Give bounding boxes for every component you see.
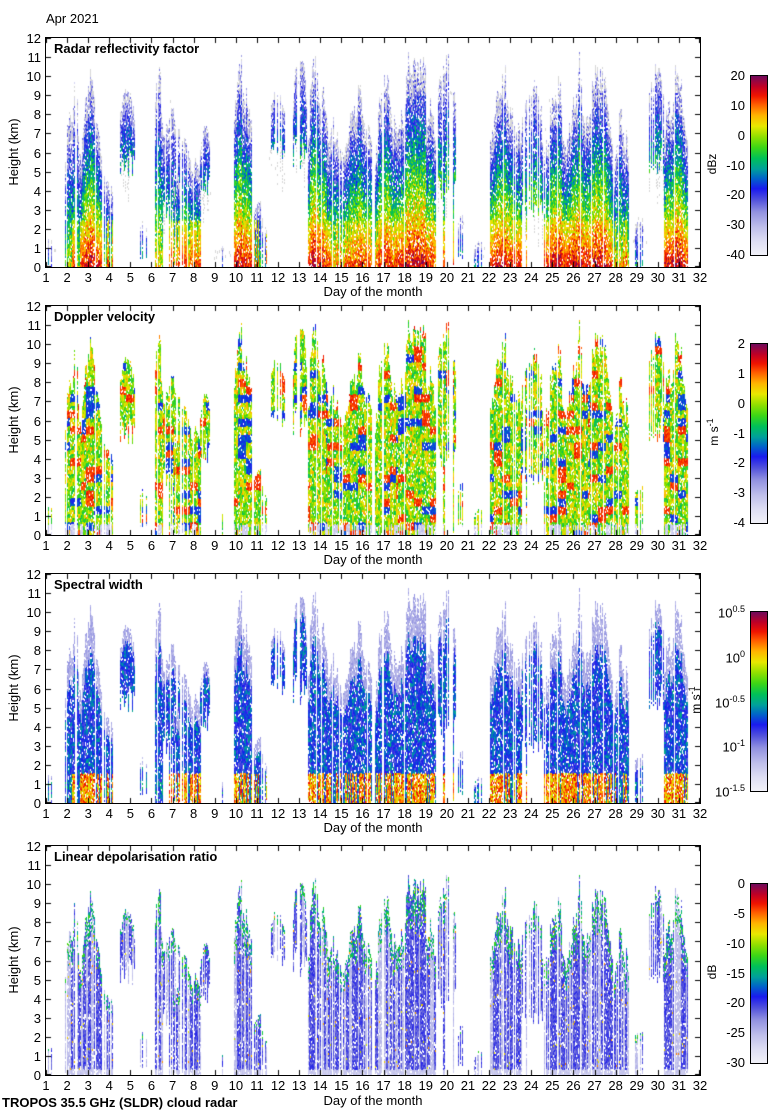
x-tick-label: 9 [211, 270, 219, 285]
y-tick-label: 9 [33, 88, 41, 104]
x-tick-label: 20 [439, 270, 455, 285]
y-tick-label: 12 [26, 31, 41, 46]
y-tick-label: 6 [33, 953, 41, 969]
x-tick-label: 6 [147, 270, 156, 285]
x-tick-label: 13 [291, 1078, 307, 1093]
x-tick-label: 5 [126, 538, 134, 553]
y-tick-label: 3 [33, 202, 41, 218]
y-tick-label: 11 [27, 50, 41, 66]
y-tick-label: 3 [33, 738, 41, 754]
y-tick-label: 0 [33, 260, 41, 275]
colorbar-tick-label: -30 [726, 1055, 745, 1070]
x-tick-label: 12 [270, 1078, 286, 1093]
x-tick-label: 7 [168, 806, 177, 821]
x-tick-label: 10 [228, 270, 244, 285]
x-tick-label: 17 [376, 1078, 391, 1093]
x-tick-label: 22 [481, 538, 497, 553]
x-tick-label: 12 [270, 270, 286, 285]
x-axis-label-1: Day of the month [323, 284, 423, 299]
y-tick-label: 2 [33, 221, 41, 237]
x-tick-label: 16 [355, 270, 370, 285]
x-tick-label: 12 [270, 806, 286, 821]
x-tick-label: 31 [671, 1078, 687, 1093]
x-tick-label: 13 [291, 806, 307, 821]
y-tick-label: 5 [33, 700, 41, 716]
colorbar-tick-label: -30 [726, 217, 745, 233]
colorbar-tick-label: -10 [726, 157, 745, 173]
x-tick-label: 28 [608, 270, 623, 285]
x-tick-label: 21 [460, 806, 476, 821]
panel-title-width: Spectral width [54, 577, 143, 592]
x-tick-label: 13 [291, 270, 307, 285]
colorbar-tick-label: -20 [726, 187, 745, 203]
colorbar-tick-label: -2 [733, 455, 745, 471]
y-tick-label: 9 [33, 356, 41, 372]
y-tick-label: 0 [33, 528, 41, 543]
x-axis-label-3: Day of the month [323, 820, 423, 835]
x-tick-label: 27 [587, 270, 602, 285]
colorbar-tick-label: -20 [726, 995, 745, 1011]
x-tick-label: 1 [42, 1078, 50, 1093]
panel-title-reflectivity: Radar reflectivity factor [54, 41, 200, 56]
x-tick-label: 29 [629, 806, 644, 821]
x-tick-label: 11 [250, 270, 264, 285]
x-tick-label: 3 [84, 1078, 92, 1093]
x-tick-label: 17 [376, 538, 391, 553]
y-tick-label: 2 [33, 489, 41, 505]
colorbar-tick-label: -25 [726, 1025, 745, 1041]
x-tick-label: 2 [63, 806, 71, 821]
y-tick-label: 10 [26, 69, 41, 85]
x-tick-label: 10 [228, 1078, 244, 1093]
colorbar-tick-label: -5 [733, 905, 745, 921]
x-tick-label: 19 [418, 1078, 433, 1093]
x-tick-label: 17 [376, 270, 391, 285]
colorbar-velocity [750, 343, 768, 524]
x-tick-label: 21 [460, 270, 476, 285]
x-tick-label: 3 [84, 270, 92, 285]
x-tick-label: 13 [291, 538, 307, 553]
colorbar-tick-label: $10^{-1}$ [722, 738, 745, 755]
y-tick-label: 0 [33, 1068, 41, 1083]
x-tick-label: 32 [692, 538, 708, 553]
x-tick-label: 29 [629, 270, 644, 285]
heatmap-canvas-width [46, 574, 703, 803]
y-tick-label: 5 [33, 164, 41, 180]
y-tick-label: 11 [27, 586, 41, 602]
x-tick-label: 21 [460, 538, 476, 553]
x-tick-label: 16 [355, 538, 370, 553]
x-tick-label: 5 [126, 270, 134, 285]
x-tick-label: 30 [650, 806, 666, 821]
x-tick-label: 22 [481, 1078, 497, 1093]
x-tick-label: 1 [42, 270, 50, 285]
colorbar-width [750, 611, 768, 792]
x-tick-label: 8 [190, 1078, 198, 1093]
x-tick-label: 14 [313, 1078, 328, 1093]
x-tick-label: 12 [270, 538, 286, 553]
x-tick-label: 15 [334, 806, 349, 821]
x-tick-label: 24 [523, 1078, 539, 1093]
colorbar-tick-label: 2 [737, 336, 745, 351]
x-tick-label: 1 [42, 538, 50, 553]
x-tick-label: 16 [355, 806, 370, 821]
y-axis-label-width: Height (km) [6, 654, 21, 722]
heatmap-canvas-velocity [46, 306, 700, 535]
y-axis-label-reflectivity: Height (km) [6, 118, 21, 186]
x-tick-label: 2 [63, 1078, 71, 1093]
x-tick-label: 16 [355, 1078, 370, 1093]
plot-doppler-velocity [45, 305, 701, 536]
x-tick-label: 25 [545, 806, 560, 821]
x-tick-label: 24 [523, 538, 539, 553]
colorbar-unit-width: m $s^{-1}$ [687, 686, 703, 714]
x-tick-label: 30 [650, 1078, 666, 1093]
x-tick-label: 7 [168, 270, 177, 285]
x-tick-label: 4 [105, 270, 113, 285]
x-tick-label: 9 [211, 1078, 219, 1093]
x-tick-label: 29 [629, 1078, 644, 1093]
y-tick-label: 1 [33, 240, 41, 256]
instrument-caption: TROPOS 35.5 GHz (SLDR) cloud radar [2, 1095, 238, 1110]
x-tick-label: 9 [211, 806, 219, 821]
x-tick-label: 18 [397, 1078, 412, 1093]
x-tick-label: 22 [481, 270, 497, 285]
x-tick-label: 4 [105, 538, 113, 553]
x-tick-label: 9 [211, 538, 219, 553]
x-tick-label: 23 [502, 1078, 518, 1093]
x-tick-label: 4 [105, 806, 113, 821]
x-tick-label: 24 [523, 270, 539, 285]
y-tick-label: 10 [26, 337, 41, 353]
x-tick-label: 18 [397, 806, 412, 821]
y-tick-label: 4 [33, 451, 41, 467]
colorbar-tick-label: 10 [730, 97, 745, 113]
x-tick-label: 21 [460, 1078, 476, 1093]
x-tick-label: 3 [84, 806, 92, 821]
x-tick-label: 15 [334, 538, 349, 553]
y-tick-label: 11 [27, 858, 41, 874]
x-tick-label: 11 [250, 538, 264, 553]
heatmap-canvas-reflectivity [46, 38, 700, 267]
colorbar-tick-label: $10^{-0.5}$ [715, 693, 745, 710]
colorbar-tick-label: 0 [737, 395, 745, 411]
colorbar-unit-velocity: m $s^{-1}$ [705, 418, 721, 446]
x-tick-label: 18 [397, 538, 412, 553]
y-tick-label: 7 [33, 934, 41, 950]
x-tick-label: 31 [671, 538, 687, 553]
x-tick-label: 8 [190, 806, 198, 821]
x-tick-label: 28 [608, 538, 623, 553]
y-tick-label: 7 [33, 126, 41, 142]
y-tick-label: 1 [33, 776, 41, 792]
y-tick-label: 2 [33, 1029, 41, 1045]
x-tick-label: 14 [313, 806, 328, 821]
x-tick-label: 32 [692, 270, 708, 285]
x-tick-label: 24 [523, 806, 539, 821]
y-tick-label: 4 [33, 183, 41, 199]
y-axis-label-ldr: Height (km) [6, 926, 21, 994]
y-tick-label: 9 [33, 624, 41, 640]
y-tick-label: 6 [33, 145, 41, 161]
x-tick-label: 28 [608, 806, 623, 821]
y-tick-label: 1 [33, 508, 41, 524]
x-tick-label: 31 [671, 806, 687, 821]
x-tick-label: 25 [545, 1078, 560, 1093]
x-tick-label: 10 [228, 538, 244, 553]
colorbar-unit-ldr: dB [705, 964, 719, 980]
plot-spectral-width [45, 573, 701, 804]
month-label: Apr 2021 [46, 11, 99, 26]
y-tick-label: 5 [33, 432, 41, 448]
y-tick-label: 8 [33, 643, 41, 659]
x-tick-label: 27 [587, 806, 602, 821]
x-tick-label: 7 [168, 538, 177, 553]
y-tick-label: 6 [33, 681, 41, 697]
x-tick-label: 27 [587, 1078, 602, 1093]
panel-title-ldr: Linear depolarisation ratio [54, 849, 218, 864]
x-tick-label: 6 [147, 538, 156, 553]
y-tick-label: 6 [33, 413, 41, 429]
x-tick-label: 26 [566, 538, 581, 553]
y-tick-label: 8 [33, 375, 41, 391]
x-tick-label: 30 [650, 538, 666, 553]
y-tick-label: 10 [26, 877, 41, 893]
x-tick-label: 2 [63, 538, 71, 553]
x-tick-label: 31 [671, 270, 687, 285]
y-tick-label: 4 [33, 719, 41, 735]
colorbar-tick-label: $10^{0.5}$ [718, 604, 745, 621]
x-tick-label: 11 [250, 806, 264, 821]
colorbar-tick-label: -40 [726, 247, 745, 262]
x-tick-label: 8 [190, 270, 198, 285]
colorbar-tick-label: 0 [737, 127, 745, 143]
x-tick-label: 5 [126, 1078, 134, 1093]
colorbar-unit-reflectivity: dBz [705, 153, 719, 175]
y-axis-label-velocity: Height (km) [6, 386, 21, 454]
colorbar-tick-label: -3 [733, 485, 745, 501]
y-tick-label: 9 [33, 896, 41, 912]
y-tick-label: 3 [33, 470, 41, 486]
x-tick-label: 4 [105, 1078, 113, 1093]
y-tick-label: 7 [33, 662, 41, 678]
colorbar-tick-label: 20 [730, 68, 745, 83]
colorbar-tick-label: 1 [737, 365, 745, 381]
plot-radar-reflectivity [45, 37, 701, 268]
x-tick-label: 19 [418, 270, 433, 285]
x-axis-label-4: Day of the month [323, 1093, 423, 1108]
x-tick-label: 6 [147, 806, 156, 821]
x-tick-label: 26 [566, 270, 581, 285]
y-tick-label: 2 [33, 757, 41, 773]
x-tick-label: 19 [418, 538, 433, 553]
x-tick-label: 25 [545, 538, 560, 553]
y-tick-label: 8 [33, 915, 41, 931]
x-tick-label: 20 [439, 538, 455, 553]
x-tick-label: 10 [228, 806, 244, 821]
x-axis-label-2: Day of the month [323, 552, 423, 567]
x-tick-label: 23 [502, 538, 518, 553]
colorbar-tick-label: -15 [726, 965, 745, 981]
x-tick-label: 15 [334, 1078, 349, 1093]
x-tick-label: 20 [439, 806, 455, 821]
x-tick-label: 11 [250, 1078, 264, 1093]
x-tick-label: 32 [692, 1078, 708, 1093]
y-tick-label: 0 [33, 796, 41, 811]
x-tick-label: 3 [84, 538, 92, 553]
x-tick-label: 32 [692, 806, 708, 821]
x-tick-label: 25 [545, 270, 560, 285]
colorbar-tick-label: -4 [733, 515, 745, 530]
y-tick-label: 7 [33, 394, 41, 410]
y-tick-label: 12 [26, 567, 41, 582]
colorbar-tick-label: 0 [737, 876, 745, 891]
x-tick-label: 26 [566, 1078, 581, 1093]
colorbar-ldr [750, 883, 768, 1064]
x-tick-label: 22 [481, 806, 497, 821]
colorbar-reflectivity [750, 75, 768, 256]
x-tick-label: 30 [650, 270, 666, 285]
x-tick-label: 29 [629, 538, 644, 553]
x-tick-label: 17 [376, 806, 391, 821]
x-tick-label: 19 [418, 806, 433, 821]
plot-ldr [45, 845, 701, 1076]
x-tick-label: 20 [439, 1078, 455, 1093]
y-tick-label: 5 [33, 972, 41, 988]
x-tick-label: 7 [168, 1078, 177, 1093]
x-tick-label: 8 [190, 538, 198, 553]
colorbar-tick-label: $10^0$ [725, 648, 745, 666]
x-tick-label: 26 [566, 806, 581, 821]
colorbar-tick-label: -1 [733, 425, 745, 441]
x-tick-label: 2 [63, 270, 71, 285]
y-tick-label: 3 [33, 1010, 41, 1026]
y-tick-label: 8 [33, 107, 41, 123]
y-tick-label: 4 [33, 991, 41, 1007]
y-tick-label: 12 [26, 299, 41, 314]
y-tick-label: 10 [26, 605, 41, 621]
colorbar-tick-label: $10^{-1.5}$ [715, 783, 745, 800]
colorbar-tick-label: -10 [726, 935, 745, 951]
y-tick-label: 1 [33, 1048, 41, 1064]
x-tick-label: 14 [313, 270, 328, 285]
y-tick-label: 12 [26, 839, 41, 854]
x-tick-label: 1 [42, 806, 50, 821]
y-tick-label: 11 [27, 318, 41, 334]
x-tick-label: 18 [397, 270, 412, 285]
heatmap-canvas-ldr [46, 846, 700, 1075]
x-tick-label: 6 [147, 1078, 156, 1093]
x-tick-label: 15 [334, 270, 349, 285]
x-tick-label: 27 [587, 538, 602, 553]
x-tick-label: 28 [608, 1078, 623, 1093]
panel-title-velocity: Doppler velocity [54, 309, 156, 324]
x-tick-label: 5 [126, 806, 134, 821]
x-tick-label: 23 [502, 806, 518, 821]
x-tick-label: 23 [502, 270, 518, 285]
x-tick-label: 14 [313, 538, 328, 553]
